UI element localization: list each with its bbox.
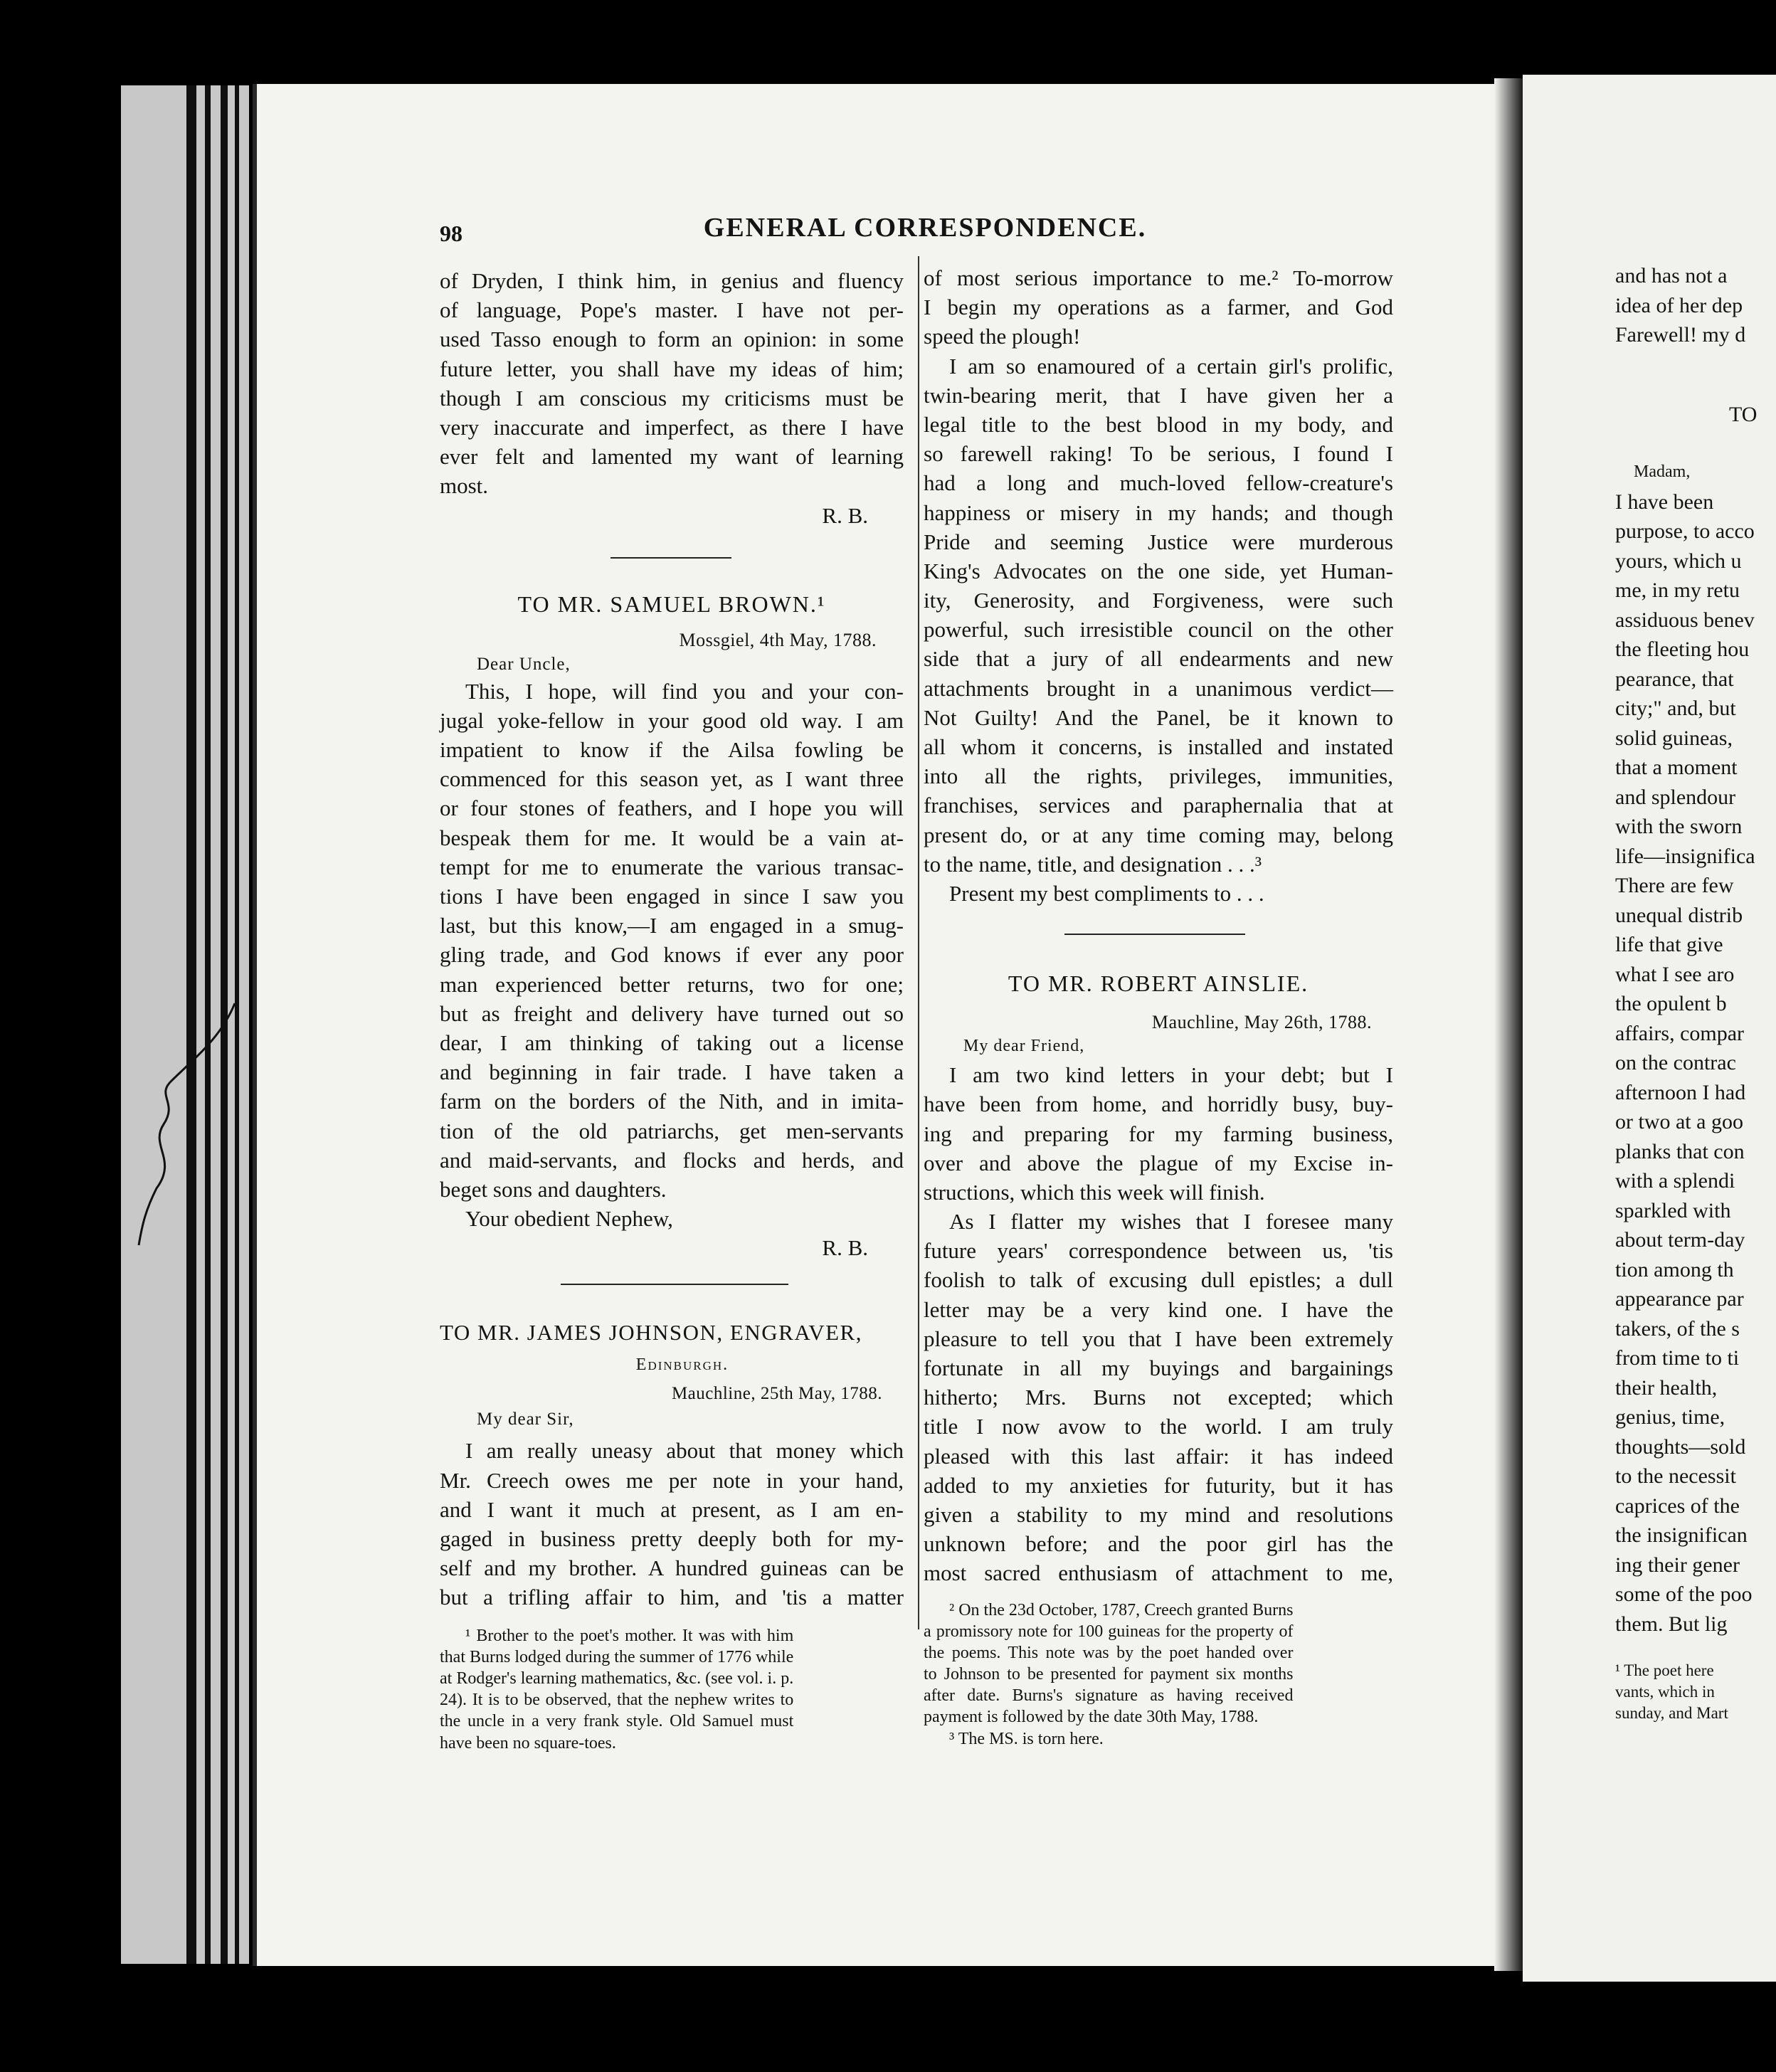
text-line: side that a jury of all endearments and new	[924, 646, 1393, 672]
letter1-dateline: Mossgiel, 4th May, 1788.	[679, 629, 877, 650]
footnote-line: have been no square-toes.	[440, 1733, 616, 1753]
fragment-line: There are few	[1615, 874, 1734, 897]
text-line: of language, Pope's master. I have not per-	[440, 297, 904, 323]
text-line: foolish to talk of excusing dull epistles; a dull	[924, 1267, 1393, 1293]
left-opening-paragraph	[440, 266, 904, 501]
opening-signature: R. B.	[822, 502, 868, 528]
letter3-body	[924, 1060, 1393, 1587]
footnote-line: 24). It is to be observed, that the nephew writes to	[440, 1691, 794, 1710]
text-line: I am so enamoured of a certain girl's prolific,	[949, 353, 1393, 379]
right-paragraph-2	[924, 352, 1393, 879]
text-line: so farewell raking! To be serious, I found I	[924, 441, 1393, 467]
letter1-signature: R. B.	[822, 1235, 868, 1261]
gutter-shadow	[1494, 78, 1523, 1971]
letter2-heading: TO MR. JAMES JOHNSON, ENGRAVER,	[440, 1320, 862, 1346]
text-line: farm on the borders of the Nith, and in imita-	[440, 1089, 904, 1114]
text-line: future years' correspondence between us, 'tis	[924, 1238, 1393, 1264]
text-line: bespeak them for me. It would be a vain at-	[440, 825, 904, 850]
footnote-line: after date. Burns's signature as having received	[924, 1686, 1294, 1706]
fragment-line: vants, which in	[1615, 1683, 1715, 1701]
text-line: King's Advocates on the one side, yet Human-	[924, 558, 1393, 583]
text-line: but as freight and delivery have turned out so	[440, 1000, 904, 1026]
footnote-line: payment is followed by the date 30th May, 1788.	[924, 1708, 1259, 1727]
text-line: most.	[440, 473, 489, 499]
fragment-line: life that give	[1615, 933, 1723, 956]
text-line: structions, which this week will finish.	[924, 1179, 1265, 1205]
left-footnote	[440, 1625, 793, 1754]
text-line: most sacred enthusiasm of attachment to me,	[924, 1560, 1393, 1586]
fragment-line: appearance par	[1615, 1287, 1744, 1311]
text-line: to the name, title, and designation . . .³	[924, 851, 1262, 877]
letter1-closing: Your obedient Nephew,	[465, 1206, 673, 1232]
text-line: I begin my operations as a farmer, and God	[924, 295, 1393, 320]
text-line: added to my anxieties for futurity, but it has	[924, 1472, 1393, 1498]
text-line: This, I hope, will find you and your con-	[465, 678, 904, 704]
text-line: very inaccurate and imperfect, as there I have	[440, 414, 904, 440]
footnote-line: the uncle in a very frank style. Old Samuel must	[440, 1712, 794, 1731]
fragment-line: TO	[1729, 402, 1758, 426]
letter2-body	[440, 1436, 904, 1612]
text-line: Mr. Creech owes me per note in your hand,	[440, 1467, 904, 1493]
text-line: ever felt and lamented my want of learning	[440, 444, 904, 470]
fragment-line: with a splendi	[1615, 1169, 1735, 1193]
right-opening-paragraph	[924, 263, 1393, 352]
text-line: ity, Generosity, and Forgiveness, were such	[924, 588, 1393, 613]
text-line: As I flatter my wishes that I foresee many	[949, 1209, 1393, 1235]
text-line: tempt for me to enumerate the various transac-	[440, 854, 904, 879]
fragment-line: yours, which u	[1615, 549, 1742, 573]
fragment-line: the fleeting hou	[1615, 638, 1750, 661]
fragment-line: on the contrac	[1615, 1051, 1736, 1074]
text-line: impatient to know if the Ailsa fowling be	[440, 737, 904, 763]
fragment-line: tion among th	[1615, 1257, 1734, 1281]
text-line: I am two kind letters in your debt; but I	[949, 1062, 1393, 1088]
text-line: Pride and seeming Justice were murderous	[924, 529, 1393, 554]
letter3-salutation: My dear Friend,	[963, 1037, 1085, 1056]
fragment-line: takers, of the s	[1615, 1316, 1740, 1341]
text-line: gling trade, and God knows if ever any poor	[440, 942, 904, 968]
text-line: pleased with this last affair: it has indeed	[924, 1443, 1393, 1469]
text-line: tion of the old patriarchs, get men-servants	[440, 1118, 904, 1143]
text-line: dear, I am thinking of taking out a license	[440, 1030, 904, 1055]
text-line: hitherto; Mrs. Burns not excepted; which	[924, 1385, 1393, 1410]
text-line: twin-bearing merit, that I have given her a	[924, 382, 1393, 408]
running-head-text: GENERAL CORRESPONDENCE.	[703, 213, 1147, 243]
letter2-subheading: Edinburgh.	[635, 1355, 729, 1375]
fragment-line: the opulent b	[1615, 992, 1727, 1015]
text-line: of most serious importance to me.² To-morrow	[924, 265, 1393, 290]
text-line: legal title to the best blood in my body, and	[924, 411, 1393, 437]
text-line: had a long and much-loved fellow-creature's	[924, 470, 1393, 496]
left-column	[440, 266, 904, 1753]
footnote-line: ³ The MS. is torn here.	[949, 1729, 1104, 1748]
text-line: beget sons and daughters.	[440, 1176, 667, 1202]
fragment-line: Farewell! my d	[1615, 323, 1746, 347]
letter2-dateline: Mauchline, 25th May, 1788.	[671, 1384, 882, 1404]
text-line: franchises, services and paraphernalia that at	[924, 793, 1393, 818]
text-line: attachments brought in a unanimous verdict—	[924, 675, 1393, 701]
text-line: but a trifling affair to him, and 'tis a matter	[440, 1585, 904, 1610]
text-line: or four stones of feathers, and I hope you will	[440, 796, 904, 821]
text-line: last, but this know,—I am engaged in a smug-	[440, 913, 904, 939]
fragment-line: some of the poo	[1615, 1582, 1753, 1606]
text-line: pleasure to tell you that I have been extremely	[924, 1326, 1393, 1351]
fragment-line: sparkled with	[1615, 1198, 1731, 1222]
footnote-line: a promissory note for 100 guineas for the property of	[924, 1622, 1294, 1641]
footnote-line: to Johnson to be presented for payment six months	[924, 1665, 1294, 1684]
fragment-line: or two at a goo	[1615, 1110, 1743, 1133]
letter1-body	[440, 677, 904, 1204]
fragment-line: genius, time,	[1615, 1405, 1725, 1429]
right-column	[924, 263, 1393, 1748]
fragment-line: from time to ti	[1615, 1346, 1740, 1370]
text-line: present do, or at any time coming may, belong	[924, 822, 1393, 847]
fragment-line: about term-day	[1615, 1228, 1745, 1252]
fragment-line: that a moment	[1615, 756, 1738, 779]
text-line: over and above the plague of my Excise in-	[924, 1150, 1393, 1175]
text-line: powerful, such irresistible council on the other	[924, 617, 1393, 643]
fragment-line: purpose, to acco	[1615, 519, 1755, 543]
text-line: and I want it much at present, as I am en-	[440, 1496, 904, 1522]
fragment-line: afternoon I had	[1615, 1080, 1746, 1104]
fragment-line: them. But lig	[1615, 1612, 1728, 1636]
text-line: commenced for this season yet, as I want three	[440, 766, 904, 792]
letter2-salutation: My dear Sir,	[477, 1410, 574, 1429]
right-footnotes	[924, 1600, 1293, 1750]
text-line: happiness or misery in my hands; and though	[924, 500, 1393, 525]
compliments-line: Present my best compliments to . . .	[949, 880, 1264, 906]
text-line: into all the rights, privileges, immunities,	[924, 763, 1393, 789]
fragment-line: affairs, compar	[1615, 1021, 1745, 1045]
letter1-salutation: Dear Uncle,	[477, 654, 571, 674]
fragment-line: and has not a	[1615, 264, 1728, 287]
text-line: man experienced better returns, two for one;	[440, 971, 904, 997]
fragment-line: with the sworn	[1615, 815, 1743, 838]
fragment-line: pearance, that	[1615, 667, 1734, 691]
text-line: of Dryden, I think him, in genius and fluency	[440, 268, 904, 293]
fragment-line: caprices of the	[1615, 1494, 1740, 1518]
letter1-heading: TO MR. SAMUEL BROWN.¹	[517, 591, 826, 617]
text-line: gaged in business pretty deeply both for my-	[440, 1526, 904, 1551]
text-line: tions I have been engaged in since I saw you	[440, 884, 904, 909]
fragment-line: idea of her dep	[1615, 293, 1743, 317]
fragment-line: me, in my retu	[1615, 578, 1740, 602]
fragment-line: city;" and, but	[1615, 697, 1736, 720]
text-line: though I am conscious my criticisms must be	[440, 385, 904, 411]
fragment-line: ing their gener	[1615, 1553, 1740, 1577]
running-head	[669, 212, 1181, 243]
text-line: and maid-servants, and flocks and herds, and	[440, 1147, 904, 1173]
text-line: self and my brother. A hundred guineas can be	[440, 1555, 904, 1581]
text-line: letter may be a very kind one. I have the	[924, 1296, 1393, 1322]
text-line: jugal yoke-fellow in your good old way. I am	[440, 707, 904, 733]
fragment-line: Madam,	[1634, 462, 1691, 481]
footnote-line: at Rodger's learning mathematics, &c. (see vol. i. p.	[440, 1669, 794, 1688]
text-line: Not Guilty! And the Panel, be it known to	[924, 704, 1393, 730]
fragment-line: life—insignifica	[1615, 844, 1755, 868]
fragment-line: unequal distrib	[1615, 903, 1743, 927]
fragment-line: ¹ The poet here	[1615, 1661, 1714, 1679]
text-line: speed the plough!	[924, 324, 1081, 349]
text-line: used Tasso enough to form an opinion: in some	[440, 327, 904, 352]
next-page-text	[1615, 261, 1776, 1724]
text-line: have been from home, and horridly busy, buy-	[924, 1092, 1393, 1117]
text-line: fortunate in all my buyings and bargainings	[924, 1355, 1393, 1380]
fragment-line: the insignifican	[1615, 1523, 1748, 1547]
fragment-line: what I see aro	[1615, 962, 1735, 986]
fragment-line: planks that con	[1615, 1139, 1745, 1163]
page-number: 98	[440, 221, 462, 246]
footnote-line: the poems. This note was by the poet handed over	[924, 1643, 1294, 1662]
fragment-line: their health,	[1615, 1375, 1718, 1400]
footnote-line: ¹ Brother to the poet's mother. It was with him	[465, 1626, 794, 1645]
text-line: I am really uneasy about that money which	[465, 1438, 904, 1464]
text-line: given a stability to my mind and resolutions	[924, 1501, 1393, 1527]
fragment-line: assiduous benev	[1615, 608, 1755, 632]
text-line: future letter, you shall have my ideas of him;	[440, 356, 904, 381]
fragment-line: and splendour	[1615, 785, 1736, 809]
footnote-line: that Burns lodged during the summer of 1776 while	[440, 1647, 794, 1666]
text-line: all whom it concerns, is installed and instated	[924, 734, 1393, 759]
letter3-dateline: Mauchline, May 26th, 1788.	[1151, 1012, 1372, 1033]
fragment-line: sunday, and Mart	[1615, 1704, 1728, 1722]
column-rule	[918, 256, 919, 1629]
footnote-line: ² On the 23d October, 1787, Creech granted Burns	[949, 1600, 1294, 1619]
letter3-heading: TO MR. ROBERT AINSLIE.	[1008, 971, 1309, 997]
fragment-line: I have been	[1615, 490, 1714, 514]
margin-scribble	[135, 996, 242, 1252]
fragment-line: thoughts—sold	[1615, 1434, 1746, 1459]
fragment-line: solid guineas,	[1615, 726, 1733, 750]
text-line: unknown before; and the poor girl has the	[924, 1531, 1393, 1557]
text-line: ing and preparing for my farming business,	[924, 1121, 1393, 1146]
next-page-fragment	[1523, 75, 1776, 1982]
fragment-line: to the necessit	[1615, 1464, 1736, 1488]
text-line: title I now avow to the world. I am truly	[924, 1414, 1393, 1439]
text-line: and beginning in fair trade. I have taken a	[440, 1059, 904, 1085]
